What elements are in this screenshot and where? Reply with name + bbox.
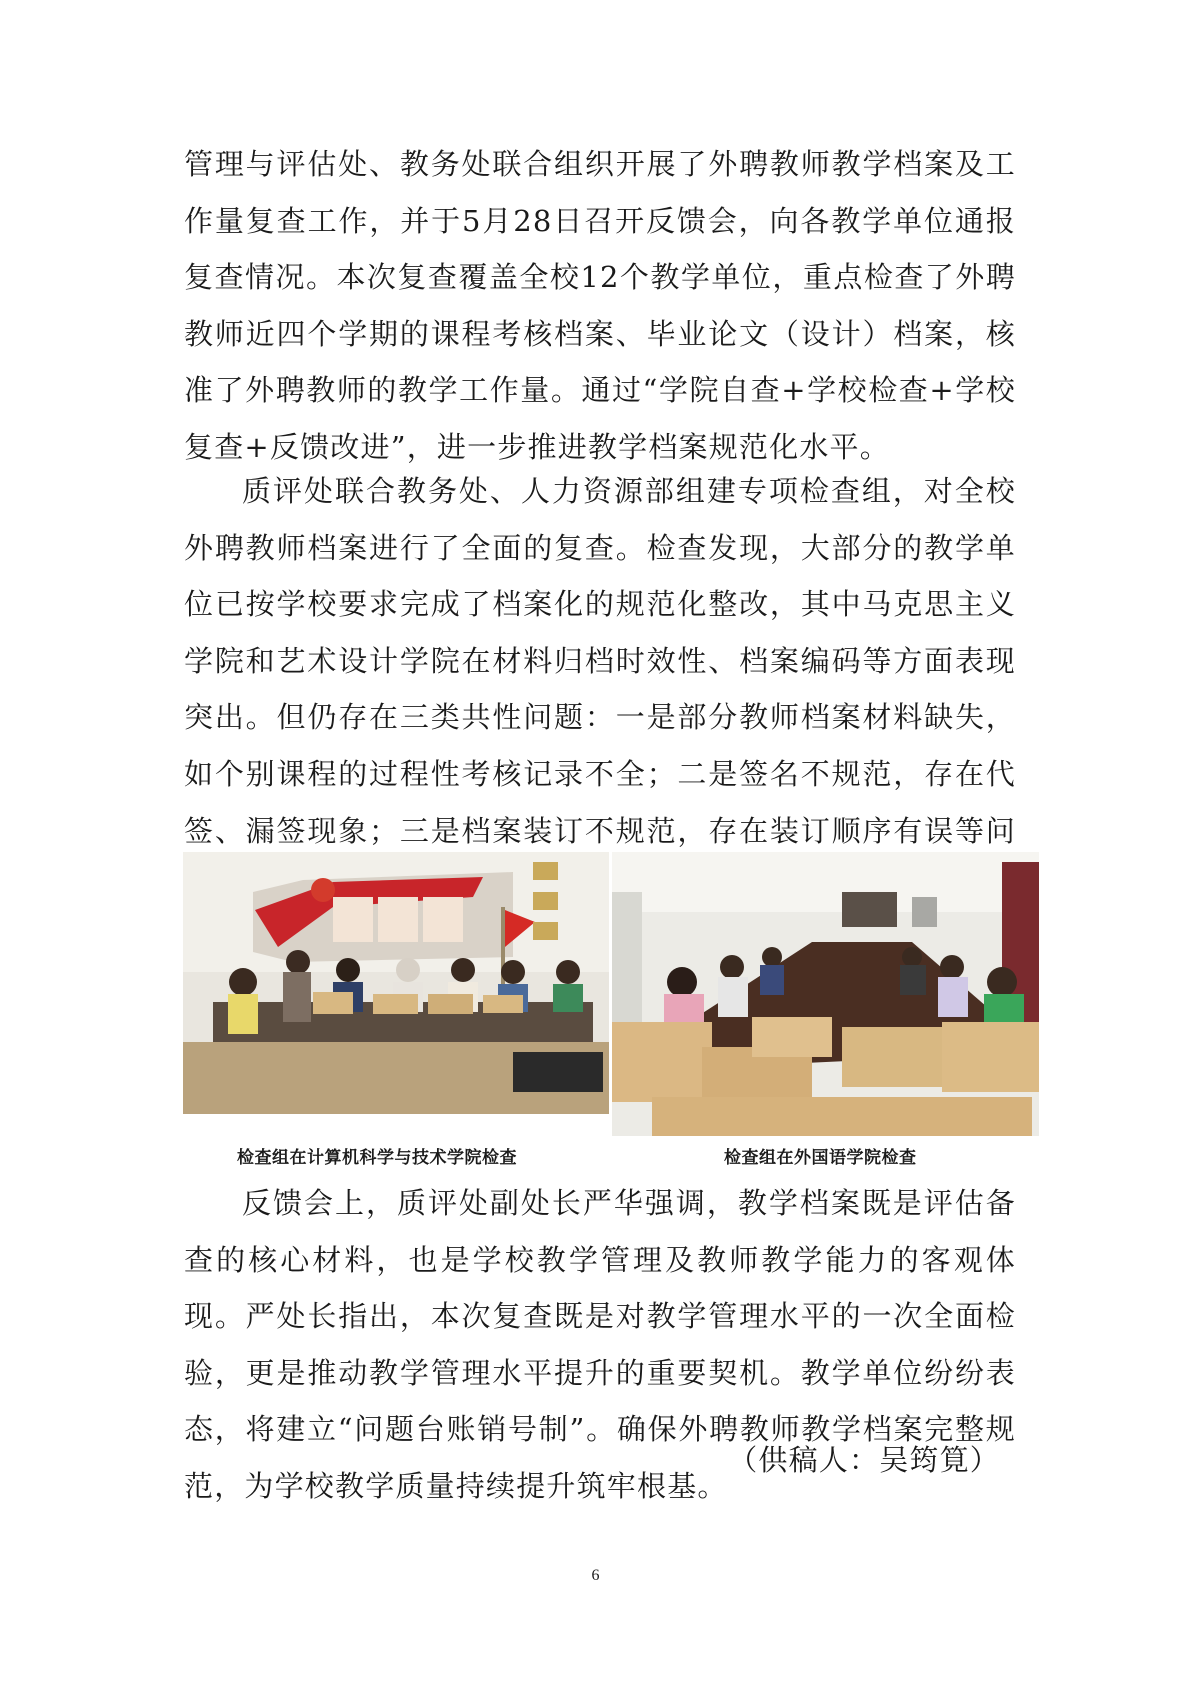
paragraph-1: 管理与评估处、教务处联合组织开展了外聘教师教学档案及工作量复查工作，并于5月28日召开反馈会，向各教学单位通报复查情况。本次复查覆盖全校12个教学单位，重点检查了外聘教师近四个学期的课程考核档案、毕业论文（设计）档案，核准了外聘教师的教学工作量。通过“学院自查+学校检查+学校复查+反馈改进”，进一步推进教学档案规范化水平。	[184, 147, 1016, 464]
author-signature: （供稿人：吴筠筧）	[728, 1443, 1000, 1477]
paragraph-3: 反馈会上，质评处副处长严华强调，教学档案既是评估备查的核心材料，也是学校教学管理及教师教学能力的客观体现。严处长指出，本次复查既是对教学管理水平的一次全面检验，更是推动教学管理水平提升的重要契机。教学单位纷纷表态，将建立“问题台账销号制”。确保外聘教师教学档案完整规范，为学校教学质量持续提升筑牢根基。	[184, 1186, 1016, 1503]
photo-foreign-languages-inspection	[612, 852, 1039, 1136]
page-number: 6	[591, 1567, 600, 1584]
photo-caption-left: 检查组在计算机科学与技术学院检查	[237, 1148, 517, 1168]
paragraph-2: 质评处联合教务处、人力资源部组建专项检查组，对全校外聘教师档案进行了全面的复查。检查发现，大部分的教学单位已按学校要求完成了档案化的规范化整改，其中马克思主义学院和艺术设计学院在材料归档时效性、档案编码等方面表现突出。但仍存在三类共性问题：一是部分教师档案材料缺失，如个别课程的过程性考核记录不全；二是签名不规范，存在代签、漏签现象；三是档案装订不规范，存在装订顺序有误等问	[184, 474, 1016, 848]
photo-caption-right: 检查组在外国语学院检查	[724, 1148, 917, 1168]
photo-computer-science-inspection	[183, 852, 609, 1114]
